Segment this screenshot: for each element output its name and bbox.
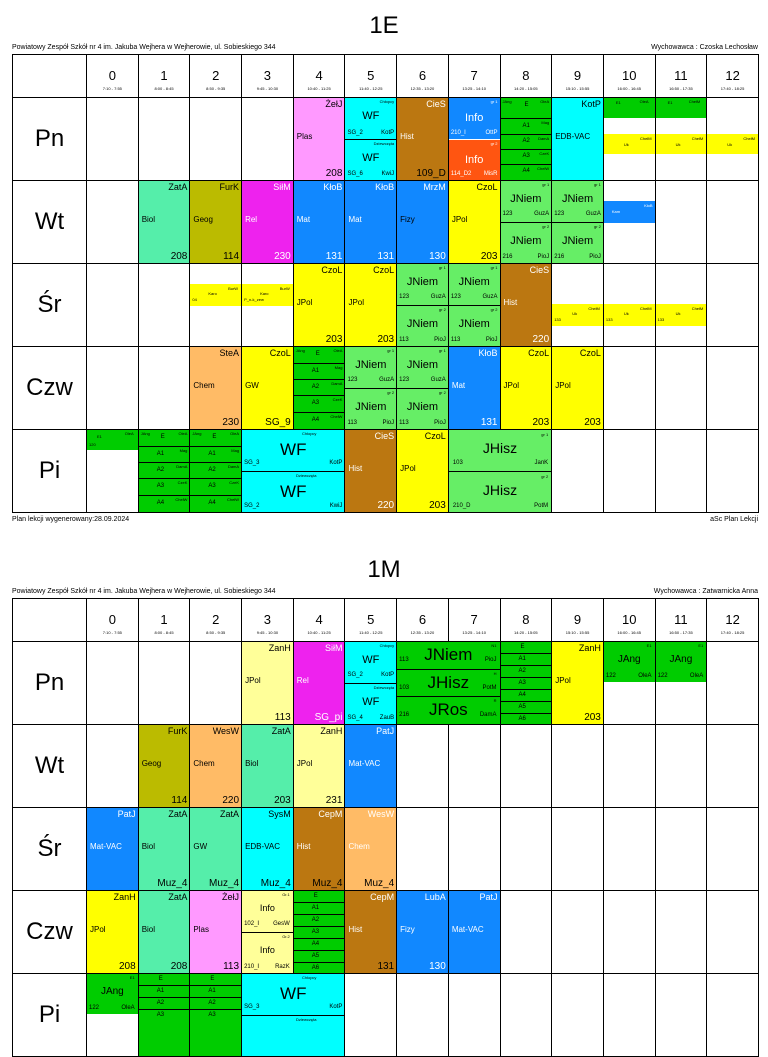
lesson-card[interactable]: CieS Hist 109_D [397, 98, 448, 180]
day-label: Pi [13, 430, 87, 513]
lesson-card-group1[interactable]: Gr.1 Info 102_I GesW [242, 891, 293, 933]
lesson-card[interactable]: PatJ Mat-VAC [345, 725, 396, 807]
lesson-card[interactable]: SysM EDB-VAC Muz_4 [242, 808, 293, 890]
day-row-pi [13, 974, 759, 1057]
day-label: Pn [13, 642, 87, 725]
lesson-card[interactable]: BurW Karo 04 [190, 284, 241, 306]
day-label: Czw [13, 891, 87, 974]
lesson-card[interactable]: KotP EDB-VAC [552, 98, 603, 180]
lesson-card[interactable]: KłoB Mat 131 [345, 181, 396, 263]
lesson-card-group2[interactable]: gr 2 Info 114_D2 MisR [449, 140, 500, 180]
lesson-card-group1[interactable]: gr 1 JHisz 103 JanK [449, 430, 551, 472]
lesson-card[interactable]: SiłM Rel SG_pi [294, 642, 345, 724]
timetable-1e-title: 1E [369, 12, 399, 39]
school-name: Powiatowy Zespół Szkół nr 4 im. Jakuba Wejhera w Wejherowie, ul. Sobieskiego 344 [12, 44, 276, 51]
lesson-card[interactable]: CzoL JPol 203 [294, 264, 345, 346]
lesson-card[interactable]: CzoL JPol 203 [501, 347, 552, 429]
lesson-card[interactable]: CzoL JPol 203 [552, 347, 603, 429]
period-9: 9 15:10 - 15:55 [552, 599, 604, 642]
day-label: Śr [13, 264, 87, 347]
lesson-card[interactable]: ZatA Biol 208 [139, 891, 190, 973]
lesson-card[interactable]: ZatA Biol 208 [139, 181, 190, 263]
language-groups[interactable]: JNiem 113 PioJ N1 JHisz 103 PotM H JRos 216 DamA R [397, 642, 499, 724]
lesson-card-group2[interactable]: gr 2 JNiem 216 PioJ [501, 223, 552, 263]
timetable-1e [12, 54, 759, 513]
lesson-card-group1[interactable]: gr 1 JNiem 123 GuzA [397, 264, 448, 306]
lesson-card[interactable]: ChełM Uk [604, 134, 655, 154]
day-label: Pi [13, 974, 87, 1057]
school-name: Powiatowy Zespół Szkół nr 4 im. Jakuba Wejhera w Wejherowie, ul. Sobieskiego 344 [12, 588, 276, 595]
period-6: 6 12:35 - 13:20 [397, 599, 449, 642]
lesson-card-group1[interactable]: gr 1 JNiem 123 GuzA [449, 264, 500, 306]
lesson-card-group2[interactable]: gr 2 JNiem 113 PioJ [345, 389, 396, 429]
day-row-pn [13, 642, 759, 725]
period-4: 4 10:40 - 11:25 [293, 599, 345, 642]
lesson-card[interactable]: PatJ Mat-VAC [449, 891, 500, 973]
lesson-card[interactable]: WesW Chem Muz_4 [345, 808, 396, 890]
lesson-card-girls[interactable]: Dziewczęta WF SG_4 ZauB [345, 684, 396, 724]
lesson-card-boys[interactable]: Chłopcy WF SG_3 KotP [242, 974, 344, 1016]
lesson-card-group2[interactable]: Gr.2 Info 210_I RazK [242, 933, 293, 973]
lesson-card[interactable]: E1 JAng 122 OleA [656, 642, 707, 682]
period-10: 10 16:00 - 16:45 [603, 55, 655, 98]
lesson-card-group1[interactable]: gr 1 JNiem 123 GuzA [501, 181, 552, 223]
english-groups[interactable]: E A1 A2 A3 A4 A5 A6 [501, 642, 552, 724]
day-row-sr [13, 264, 759, 347]
lesson-card[interactable]: ŻełJ Plas 113 [190, 891, 241, 973]
lesson-card[interactable]: SteA Chem 230 [190, 347, 241, 429]
app-name: aSc Plan Lekcji [710, 516, 758, 523]
lesson-card[interactable]: E1 JAng 122 OleA [604, 642, 655, 682]
lesson-card[interactable]: SiłM Rel 230 [242, 181, 293, 263]
homeroom-teacher: Wychowawca : Zatwarnicka Anna [653, 588, 758, 595]
lesson-card-group1[interactable]: gr 1 JNiem 123 GuzA [552, 181, 603, 223]
lesson-card[interactable]: CzoL JPol 203 [449, 181, 500, 263]
lesson-card[interactable]: ChełM Uk [656, 134, 707, 154]
lesson-card-group1[interactable]: gr 1 Info 210_I OttP [449, 98, 500, 139]
day-row-czw [13, 891, 759, 974]
period-10: 10 16:00 - 16:45 [603, 599, 655, 642]
lesson-card[interactable]: E1 JAng 122 OleA [87, 974, 138, 1014]
period-2: 2 8:50 - 9:35 [190, 55, 242, 98]
day-label: Śr [13, 808, 87, 891]
day-label: Wt [13, 181, 87, 264]
day-row-czw [13, 347, 759, 430]
lesson-card[interactable]: E1 OleA 120 [87, 430, 138, 450]
lesson-card[interactable]: PatJ Mat-VAC [87, 808, 138, 890]
period-5: 5 11:40 - 12:25 [345, 599, 397, 642]
lesson-card-boys[interactable]: Chłopcy WF SG_2 KotP [345, 642, 396, 684]
day-label: Pn [13, 98, 87, 181]
day-label: Wt [13, 725, 87, 808]
lesson-card-group2[interactable]: gr 2 JNiem 113 PioJ [397, 389, 448, 429]
timetable-1m-title: 1M [367, 556, 401, 583]
period-9: 9 15:10 - 15:55 [552, 55, 604, 98]
day-row-wt [13, 181, 759, 264]
period-4: 4 10:40 - 11:25 [293, 55, 345, 98]
lesson-card[interactable]: BurW Karo P_n-k_zew [242, 284, 293, 306]
period-11: 11 16:50 - 17:35 [655, 599, 707, 642]
period-0: 0 7:10 - 7:55 [87, 599, 139, 642]
lesson-card[interactable]: LubA Fizy 130 [397, 891, 448, 973]
lesson-card[interactable]: FurK Geog 114 [190, 181, 241, 263]
timetable-1m [12, 598, 759, 1057]
lesson-card-girls[interactable]: Dziewczęta WF SG_6 KwiJ [345, 140, 396, 180]
day-label: Czw [13, 347, 87, 430]
lesson-card[interactable]: CepM Hist 131 [345, 891, 396, 973]
period-7: 7 13:25 - 14:10 [448, 599, 500, 642]
lesson-card-boys[interactable]: Chłopcy WF SG_3 KotP [242, 430, 344, 472]
english-groups[interactable]: JAng E OleA A1 Mag A2 DamA A3 CzeK A4 ChełW [501, 98, 552, 180]
english-groups[interactable]: E A1 A2 A3 A4 A5 A6 [294, 891, 345, 973]
lesson-card[interactable]: ChełM Uk 133 [552, 304, 603, 326]
english-groups[interactable]: E A1 A2 A3 [190, 974, 241, 1056]
lesson-card[interactable]: KłoB Kam [604, 201, 655, 223]
lesson-card[interactable]: E1 OleA [604, 98, 655, 118]
lesson-card[interactable]: MrzM Fizy 130 [397, 181, 448, 263]
day-row-pn [13, 98, 759, 181]
period-0: 0 7:10 - 7:55 [87, 55, 139, 98]
period-8: 8 14:20 - 15:05 [500, 55, 552, 98]
english-groups[interactable]: JAng E OleA A1 Mag A2 DamA A3 CzeK A4 ChełW [190, 430, 241, 512]
lesson-card-group1[interactable]: gr 1 JNiem 123 GuzA [397, 347, 448, 389]
period-header-row [13, 599, 759, 642]
homeroom-teacher: Wychowawca : Czoska Lechosław [651, 44, 758, 51]
lesson-card[interactable]: CzoL GW SG_9 [242, 347, 293, 429]
lesson-card[interactable]: ZanH JPol 208 [87, 891, 138, 973]
lesson-card[interactable]: ChełM Uk [707, 134, 758, 154]
period-11: 11 16:50 - 17:35 [655, 55, 707, 98]
english-groups[interactable]: JAng E OleA A1 Mag A2 DamA A3 CzeK A4 ChełW [139, 430, 190, 512]
lesson-card[interactable]: CieS Hist 220 [345, 430, 396, 512]
day-row-wt [13, 725, 759, 808]
lesson-card[interactable]: ChełM Uk 133 [604, 304, 655, 326]
period-3: 3 9:45 - 10:30 [242, 599, 294, 642]
period-1: 1 8:00 - 8:45 [138, 55, 190, 98]
lesson-card[interactable]: KłoB Mat 131 [294, 181, 345, 263]
period-1: 1 8:00 - 8:45 [138, 599, 190, 642]
english-groups[interactable]: E A1 A2 A3 [139, 974, 190, 1056]
lesson-card-boys[interactable]: Chłopcy WF SG_2 KotP [345, 98, 396, 140]
lesson-card-group2[interactable]: gr 2 JHisz 210_D PotM [449, 472, 551, 512]
lesson-card[interactable]: FurK Geog 114 [139, 725, 190, 807]
period-3: 3 9:45 - 10:30 [242, 55, 294, 98]
lesson-card-group1[interactable]: gr 1 JNiem 123 GuzA [345, 347, 396, 389]
period-5: 5 11:40 - 12:25 [345, 55, 397, 98]
lesson-card[interactable]: CepM Hist Muz_4 [294, 808, 345, 890]
period-7: 7 13:25 - 14:10 [448, 55, 500, 98]
generated-date: Plan lekcji wygenerowany:28.09.2024 [12, 516, 130, 523]
lesson-card[interactable]: ZatA Biol 203 [242, 725, 293, 807]
lesson-card[interactable]: CieS Hist 220 [501, 264, 552, 346]
lesson-card[interactable]: ZanH JPol 113 [242, 642, 293, 724]
lesson-card[interactable]: ZatA GW Muz_4 [190, 808, 241, 890]
lesson-card-group2[interactable]: gr 2 JNiem 113 PioJ [449, 306, 500, 346]
day-row-sr [13, 808, 759, 891]
lesson-card[interactable]: ZanH JPol 203 [552, 642, 603, 724]
period-2: 2 8:50 - 9:35 [190, 599, 242, 642]
lesson-card[interactable]: WesW Chem 220 [190, 725, 241, 807]
english-groups[interactable]: JAng E OleA A1 Mag A2 DamA A3 CzeK A4 ChełW [294, 347, 345, 429]
lesson-card[interactable]: KłoB Mat 131 [449, 347, 500, 429]
period-12: 12 17:40 - 18:25 [707, 55, 759, 98]
lesson-card[interactable]: ZatA Biol Muz_4 [139, 808, 190, 890]
lesson-card[interactable]: ChełM Uk 133 [656, 304, 707, 326]
period-6: 6 12:35 - 13:20 [397, 55, 449, 98]
lesson-card[interactable]: ZanH JPol 231 [294, 725, 345, 807]
day-row-pi [13, 430, 759, 513]
period-8: 8 14:20 - 15:05 [500, 599, 552, 642]
lesson-card[interactable]: CzoL JPol 203 [397, 430, 448, 512]
lesson-card-girls[interactable]: Dziewczęta WF SG_2 KwiJ [242, 472, 344, 512]
lesson-card-group2[interactable]: gr 2 JNiem 113 PioJ [397, 306, 448, 346]
period-header-row [13, 55, 759, 98]
lesson-card[interactable]: ŻełJ Plas 208 [294, 98, 345, 180]
period-12: 12 17:40 - 18:25 [707, 599, 759, 642]
lesson-card-group2[interactable]: gr 2 JNiem 216 PioJ [552, 223, 603, 263]
lesson-card[interactable]: E1 ChełM [656, 98, 707, 118]
lesson-card[interactable]: CzoL JPol 203 [345, 264, 396, 346]
lesson-card-girls[interactable]: Dziewczęta [242, 1016, 344, 1056]
